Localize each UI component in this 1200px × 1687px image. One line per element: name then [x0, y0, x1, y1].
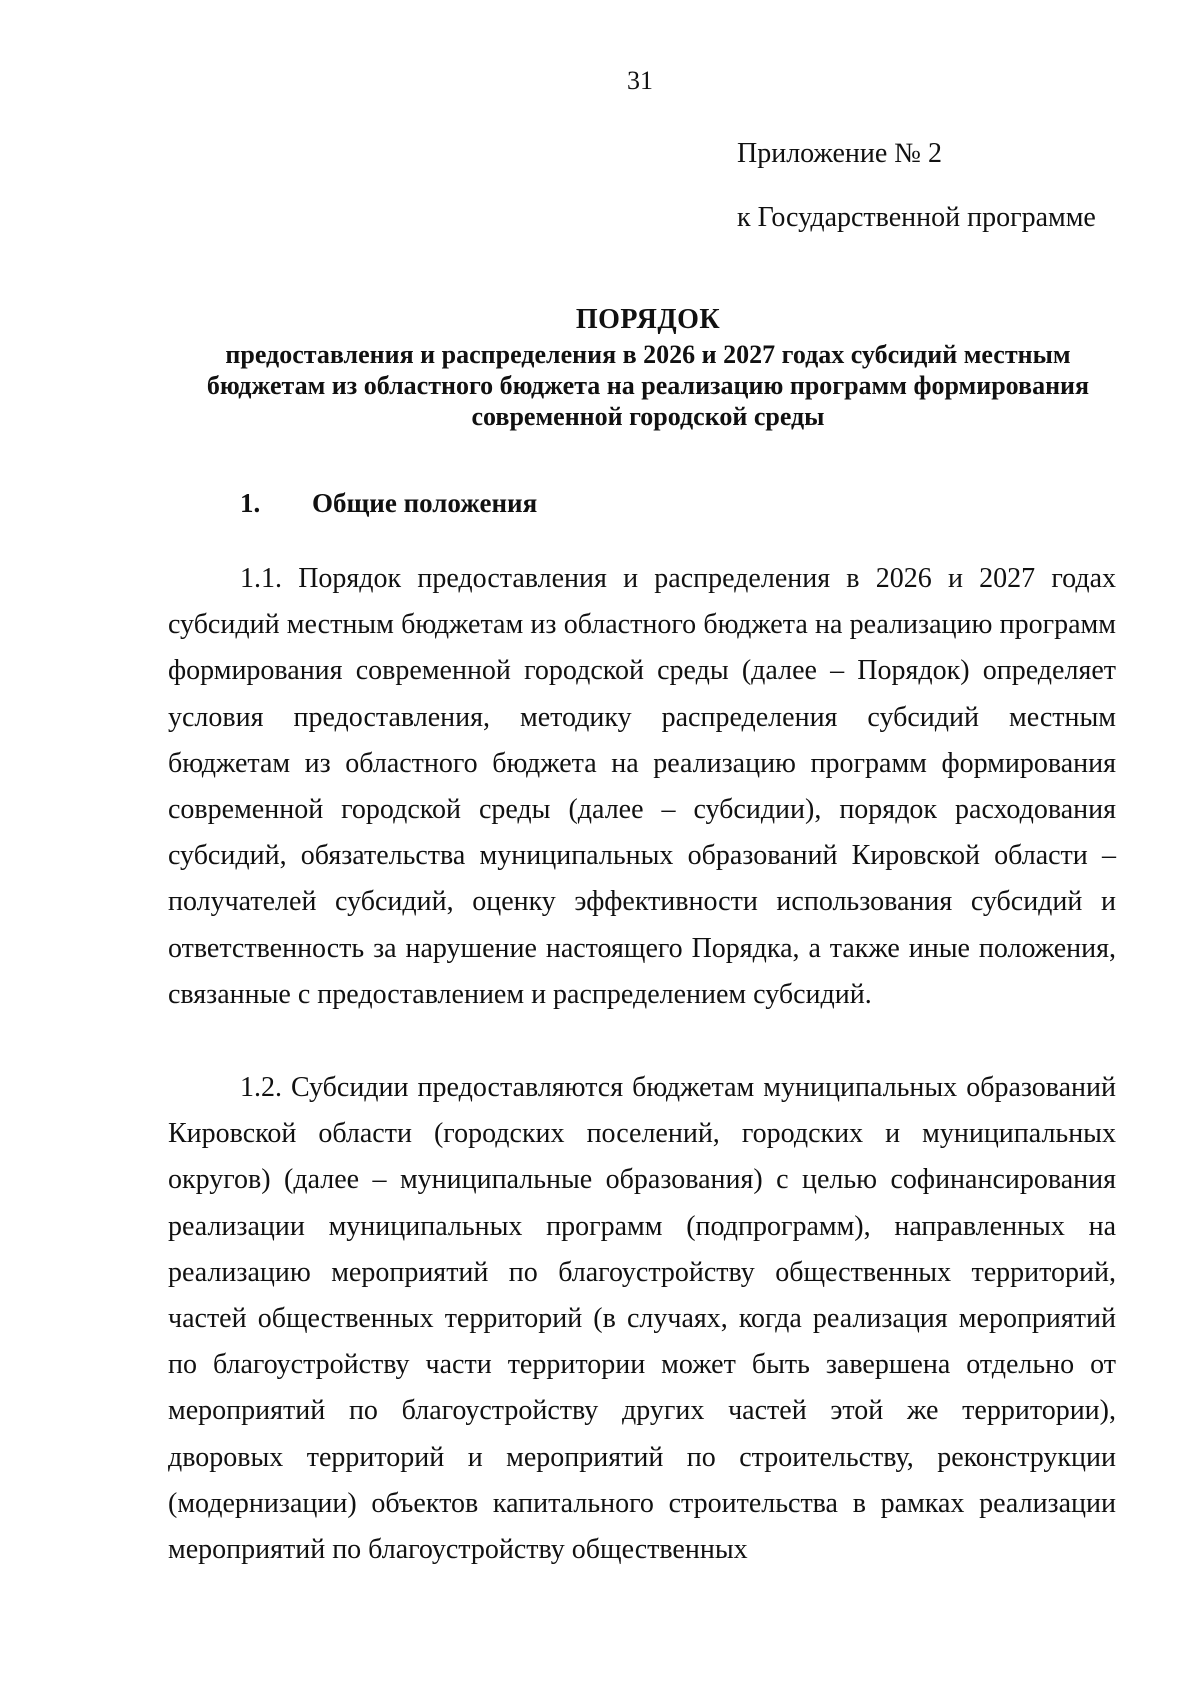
appendix-reference: к Государственной программе [737, 202, 1096, 233]
paragraph-text: 1.2. Субсидии предоставляются бюджетам муниципальных образований Кировской области (городских поселений, городских и муниципальных округов) (далее – муниципальные образования) с целью софинансирования реализации муниципальных программ (подпрограмм), направленных на реализацию мероприятий по благоустройству общественных территорий, частей общественных территорий (в случаях, когда реализация мероприятий по благоустройству части территории может быть завершена отдельно от мероприятий по благоустройству других частей этой же территории), дворовых территорий и мероприятий по строительству, реконструкции (модернизации) объектов капитального строительства в рамках реализации мероприятий по благоустройству общественных [168, 1072, 1116, 1566]
paragraph-text: 1.1. Порядок предоставления и распределения в 2026 и 2027 годах субсидий местным бюджетам из областного бюджета на реализацию программ формирования современной городской среды (далее – Порядок) определяет условия предоставления, методику распределения субсидий местным бюджетам из областного бюджета на реализацию программ формирования современной городской среды (далее – субсидии), порядок расходования субсидий, обязательства муниципальных образований Кировской области – получателей субсидий, оценку эффективности использования субсидий и ответственность за нарушение настоящего Порядка, а также иные положения, связанные с предоставлением и распределением субсидий. [168, 563, 1116, 1010]
section-heading [240, 488, 537, 519]
section-title: Общие положения [312, 488, 538, 518]
document-subtitle: предоставления и распределения в 2026 и 2027 годах субсидий местным бюджетам из областного бюджета на реализацию программ формирования современной городской среды [206, 340, 1090, 431]
section-number: 1. [240, 488, 261, 518]
paragraph-1-2 [168, 1065, 1116, 1573]
document-title: ПОРЯДОК [575, 304, 721, 335]
page-number: 31 [627, 66, 653, 95]
paragraph-1-1 [168, 556, 1116, 1018]
document-title-block [168, 303, 1128, 432]
appendix-label: Приложение № 2 [737, 138, 942, 169]
